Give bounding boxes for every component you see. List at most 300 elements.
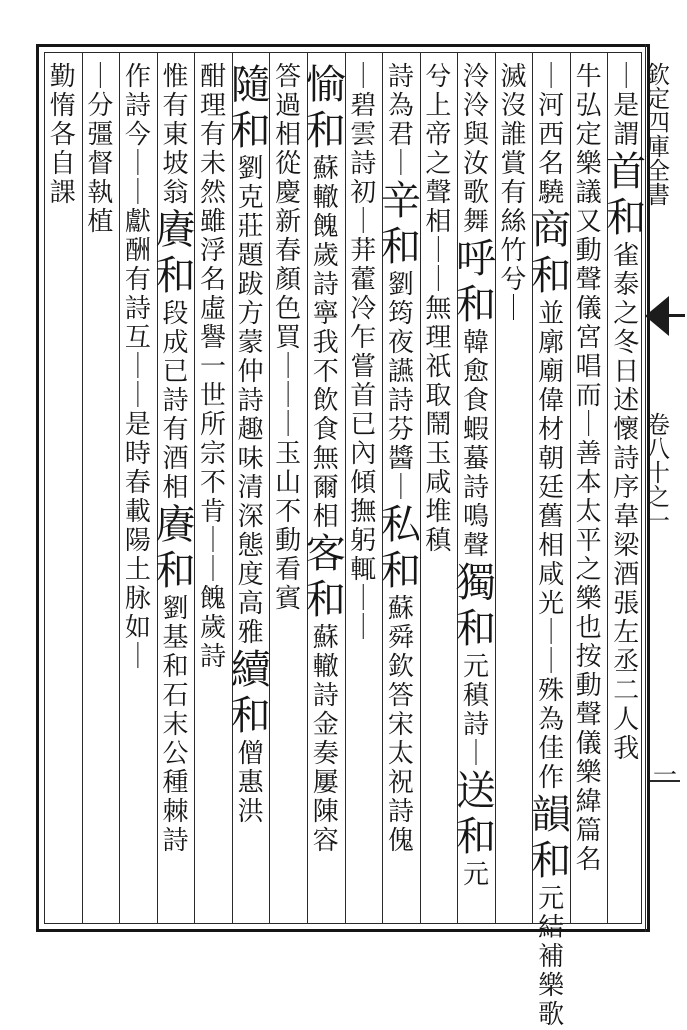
text-char: 督	[87, 148, 114, 179]
text-char: ｜	[200, 554, 227, 585]
text-char: 殊	[538, 675, 565, 706]
text-char: 善	[575, 438, 602, 469]
text-char: 相	[425, 206, 452, 237]
text-char: ｜	[350, 61, 377, 92]
text-char: 本	[575, 467, 602, 498]
text-char: 泠	[462, 90, 489, 121]
text-char: 種	[162, 767, 189, 798]
text-column	[43, 62, 83, 917]
text-char: 蝦	[462, 414, 489, 445]
text-char: 有	[124, 264, 151, 295]
text-char: 弘	[575, 90, 602, 121]
text-char: 清	[237, 472, 264, 503]
text-char: 末	[162, 709, 189, 740]
text-char: 詩	[237, 385, 264, 416]
text-char: 為	[387, 90, 414, 121]
text-char: 無	[425, 293, 452, 324]
text-char: 自	[49, 148, 76, 179]
text-char: 與	[462, 119, 489, 150]
text-char: 陳	[312, 796, 339, 827]
text-char: 土	[124, 554, 151, 585]
text-char: 又	[575, 206, 602, 237]
text-char: 酒	[162, 443, 189, 474]
text-char: 互	[124, 322, 151, 353]
text-char: 詩	[312, 680, 339, 711]
text-char: 載	[124, 496, 151, 527]
text-column	[569, 62, 609, 917]
text-char: 劉	[162, 593, 189, 624]
text-char: 然	[200, 177, 227, 208]
banxin-title-text: 欽定四庫全書	[646, 61, 670, 209]
text-char: 和	[162, 651, 189, 682]
text-char: 泰	[613, 269, 640, 300]
text-char: ｜	[575, 409, 602, 440]
text-char: 芬	[387, 414, 414, 445]
text-column	[193, 62, 233, 917]
text-char: 泠	[462, 61, 489, 92]
text-char: 詩	[387, 61, 414, 92]
heading-char: 和	[455, 814, 496, 860]
text-char: 世	[200, 380, 227, 411]
text-char: 祇	[425, 351, 452, 382]
heading-char: 和	[531, 838, 572, 884]
text-char: 太	[575, 496, 602, 527]
text-char: 張	[613, 588, 640, 619]
text-char: 有	[200, 119, 227, 150]
text-column	[381, 62, 421, 917]
text-char: 動	[575, 670, 602, 701]
heading-char: 和	[230, 108, 271, 154]
text-char: 坡	[162, 148, 189, 179]
text-char: 玉	[275, 438, 302, 469]
text-char: 歌	[538, 999, 565, 1030]
text-char: 陽	[124, 525, 151, 556]
text-char: 稹	[462, 680, 489, 711]
text-char: 基	[162, 622, 189, 653]
text-char: 撫	[350, 496, 377, 527]
text-char: 相	[312, 501, 339, 532]
banxin-page-number: 一	[653, 761, 677, 789]
text-char: ｜	[350, 206, 377, 237]
text-char: 誰	[500, 119, 527, 150]
text-char: 詩	[312, 269, 339, 300]
text-column	[80, 62, 120, 917]
text-char: 趣	[237, 414, 264, 445]
text-char: 梁	[613, 530, 640, 561]
text-char: 名	[575, 844, 602, 875]
text-char: 樂	[575, 148, 602, 179]
text-char: 食	[312, 414, 339, 445]
text-char: 內	[350, 438, 377, 469]
heading-char: 和	[305, 577, 346, 623]
text-char: 答	[275, 61, 302, 92]
text-char: 欽	[387, 651, 414, 682]
text-char: ｜	[124, 148, 151, 179]
heading-char: 賡	[155, 207, 196, 253]
text-char: 所	[200, 409, 227, 440]
text-char: 沒	[500, 90, 527, 121]
text-char: 樂	[538, 970, 565, 1001]
text-char: 方	[237, 298, 264, 329]
text-char: 獻	[124, 206, 151, 237]
text-char: 儀	[575, 728, 602, 759]
text-char: 態	[237, 530, 264, 561]
text-char: 詩	[124, 90, 151, 121]
heading-char: 和	[155, 548, 196, 594]
heading-char: 和	[380, 548, 421, 594]
text-char: 食	[462, 385, 489, 416]
text-char: 夜	[387, 327, 414, 358]
text-char: 課	[49, 177, 76, 208]
text-char: ｜	[613, 61, 640, 92]
text-char: 歲	[200, 612, 227, 643]
text-char: 蘇	[312, 622, 339, 653]
text-char: 樂	[575, 757, 602, 788]
text-char: 不	[200, 467, 227, 498]
text-char: 相	[162, 472, 189, 503]
text-char: 不	[275, 496, 302, 527]
text-char: 雅	[237, 617, 264, 648]
text-char: 詩	[387, 796, 414, 827]
text-column	[606, 62, 646, 917]
text-char: 名	[200, 264, 227, 295]
text-char: 廟	[538, 356, 565, 387]
text-char: 轍	[312, 651, 339, 682]
text-char: 初	[350, 177, 377, 208]
text-char: 蘇	[387, 593, 414, 624]
text-char: 蒙	[237, 327, 264, 358]
text-char: ｜	[350, 612, 377, 643]
heading-char: 和	[230, 693, 271, 739]
text-column	[456, 62, 496, 917]
text-char: 分	[87, 90, 114, 121]
text-char: 時	[124, 438, 151, 469]
text-char: 藿	[350, 264, 377, 295]
heading-char: 辛	[380, 178, 421, 224]
text-char: 而	[575, 380, 602, 411]
text-char: ｜	[462, 738, 489, 769]
text-char: 有	[162, 414, 189, 445]
text-char: 春	[275, 235, 302, 266]
text-char: 述	[613, 385, 640, 416]
text-char: 咸	[538, 559, 565, 590]
text-char: 玉	[425, 438, 452, 469]
text-char: 理	[425, 322, 452, 353]
text-char: 動	[275, 525, 302, 556]
banxin-upper-title	[646, 60, 684, 210]
text-char: 也	[575, 612, 602, 643]
text-char: 咸	[425, 467, 452, 498]
text-char: 朝	[538, 443, 565, 474]
text-char: 段	[162, 298, 189, 329]
text-char: 聲	[462, 530, 489, 561]
text-char: 冬	[613, 327, 640, 358]
text-char: 虛	[200, 293, 227, 324]
heading-char: 和	[455, 606, 496, 652]
text-char: 二	[613, 675, 640, 706]
text-char: 嘗	[350, 351, 377, 382]
text-char: 讌	[387, 356, 414, 387]
text-char: ｜	[500, 293, 527, 324]
text-char: 聲	[575, 699, 602, 730]
text-char: 我	[613, 733, 640, 764]
text-char: 酣	[200, 61, 227, 92]
text-char: 聲	[425, 177, 452, 208]
text-char: 彊	[87, 119, 114, 150]
text-char: 韓	[462, 327, 489, 358]
text-char: 克	[237, 182, 264, 213]
text-char: 歌	[462, 177, 489, 208]
text-char: 輒	[350, 554, 377, 585]
text-char: 韋	[613, 501, 640, 532]
text-char: 筠	[387, 298, 414, 329]
text-char: 色	[275, 293, 302, 324]
text-char: 蟇	[462, 443, 489, 474]
text-char: 有	[500, 177, 527, 208]
text-char: 絲	[500, 206, 527, 237]
text-char: 不	[312, 356, 339, 387]
heading-char: 和	[155, 253, 196, 299]
text-char: 過	[275, 90, 302, 121]
text-char: 西	[538, 119, 565, 150]
text-char: 餽	[312, 211, 339, 242]
text-char: 是	[124, 409, 151, 440]
text-char: 爾	[312, 472, 339, 503]
text-char: ｜	[387, 148, 414, 179]
text-char: 公	[162, 738, 189, 769]
text-char: 取	[425, 380, 452, 411]
text-column	[531, 61, 572, 1030]
text-char: ｜	[87, 61, 114, 92]
heading-char: 和	[305, 108, 346, 154]
text-char: 廷	[538, 472, 565, 503]
text-char: 容	[312, 825, 339, 856]
text-char: 寧	[312, 298, 339, 329]
text-char: 丞	[613, 646, 640, 677]
text-char: 從	[275, 148, 302, 179]
text-char: ｜	[538, 61, 565, 92]
text-char: ｜	[200, 525, 227, 556]
text-char: 作	[538, 762, 565, 793]
text-column	[343, 62, 383, 917]
heading-char: 首	[606, 149, 647, 195]
heading-char: 商	[531, 207, 572, 253]
text-char: 一	[200, 351, 227, 382]
text-column	[306, 62, 346, 917]
banxin-page	[646, 760, 684, 790]
text-char: 宮	[575, 322, 602, 353]
text-char: 鳴	[462, 501, 489, 532]
text-char: 君	[387, 119, 414, 150]
text-char: 植	[87, 206, 114, 237]
heading-char: 賡	[155, 502, 196, 548]
text-char: ｜	[538, 646, 565, 677]
heading-char: 私	[380, 502, 421, 548]
text-char: 各	[49, 119, 76, 150]
heading-char: 韻	[531, 792, 572, 838]
text-char: 宗	[200, 438, 227, 469]
text-char: 詩	[613, 443, 640, 474]
text-char: 為	[538, 704, 565, 735]
text-char: 餽	[200, 583, 227, 614]
text-char: 荓	[350, 235, 377, 266]
text-char: 已	[350, 409, 377, 440]
text-char: 廓	[538, 327, 565, 358]
text-char: 序	[613, 472, 640, 503]
text-char: 聲	[575, 264, 602, 295]
text-column	[418, 62, 458, 917]
text-char: 未	[200, 148, 227, 179]
text-char: 兮	[425, 61, 452, 92]
text-char: 賞	[500, 148, 527, 179]
text-char: 乍	[350, 322, 377, 353]
text-char: 佳	[538, 733, 565, 764]
text-char: ｜	[275, 351, 302, 382]
text-char: 飲	[312, 385, 339, 416]
heading-char: 隨	[230, 62, 271, 108]
text-char: 有	[162, 90, 189, 121]
text-column	[118, 62, 158, 917]
text-char: 之	[425, 148, 452, 179]
text-char: 酬	[124, 235, 151, 266]
text-char: 之	[613, 298, 640, 329]
text-char: 冷	[350, 293, 377, 324]
text-column	[231, 62, 271, 917]
text-char: 按	[575, 641, 602, 672]
text-char: 平	[575, 525, 602, 556]
text-char: 山	[275, 467, 302, 498]
text-char: 看	[275, 554, 302, 585]
text-char: 理	[200, 90, 227, 121]
banxin-volume-text: 卷八十之一	[646, 411, 670, 535]
text-char: 賓	[275, 583, 302, 614]
text-char: 舞	[462, 206, 489, 237]
text-char: 仲	[237, 356, 264, 387]
heading-char: 送	[455, 768, 496, 814]
text-char: 已	[162, 356, 189, 387]
heading-char: 愉	[305, 62, 346, 108]
text-char: 醬	[387, 443, 414, 474]
text-char: 詩	[350, 148, 377, 179]
text-char: 惟	[162, 61, 189, 92]
text-char: ｜	[124, 177, 151, 208]
text-char: 太	[387, 738, 414, 769]
text-char: 東	[162, 119, 189, 150]
text-char: 棘	[162, 796, 189, 827]
heading-char: 和	[455, 282, 496, 328]
heading-char: 客	[305, 531, 346, 577]
text-char: 滅	[500, 61, 527, 92]
text-char: 詩	[462, 709, 489, 740]
text-char: 跋	[237, 269, 264, 300]
text-char: 躬	[350, 525, 377, 556]
text-char: 執	[87, 177, 114, 208]
text-char: 金	[312, 709, 339, 740]
text-char: 轍	[312, 182, 339, 213]
text-char: ｜	[124, 380, 151, 411]
text-char: 謂	[613, 119, 640, 150]
text-char: ｜	[275, 380, 302, 411]
text-char: 劉	[387, 269, 414, 300]
text-char: 詩	[462, 472, 489, 503]
text-char: 懷	[613, 414, 640, 445]
text-char: 是	[613, 90, 640, 121]
text-char: 補	[538, 941, 565, 972]
text-char: 上	[425, 90, 452, 121]
text-char: 答	[387, 680, 414, 711]
text-char: 春	[124, 467, 151, 498]
heading-char: 獨	[455, 560, 496, 606]
text-char: 慶	[275, 177, 302, 208]
text-char: 稹	[425, 525, 452, 556]
text-char: 碧	[350, 90, 377, 121]
text-char: 如	[124, 612, 151, 643]
text-char: 驍	[538, 177, 565, 208]
text-char: 今	[124, 119, 151, 150]
text-char: 元	[538, 883, 565, 914]
heading-char: 和	[380, 224, 421, 270]
text-char: 舜	[387, 622, 414, 653]
text-char: 雲	[350, 119, 377, 150]
text-char: 譽	[200, 322, 227, 353]
text-char: 新	[275, 206, 302, 237]
text-char: 詩	[162, 825, 189, 856]
heading-char: 續	[230, 647, 271, 693]
heading-char: 呼	[455, 236, 496, 282]
text-char: 儀	[575, 293, 602, 324]
text-column	[268, 62, 308, 917]
text-char: 愈	[462, 356, 489, 387]
text-char: 惰	[49, 90, 76, 121]
text-char: 唱	[575, 351, 602, 382]
text-char: 雖	[200, 206, 227, 237]
text-char: 度	[237, 559, 264, 590]
text-char: 莊	[237, 211, 264, 242]
text-char: 結	[538, 912, 565, 943]
text-char: 屢	[312, 767, 339, 798]
text-char: 樂	[575, 583, 602, 614]
text-char: 作	[124, 61, 151, 92]
text-char: 名	[538, 148, 565, 179]
text-char: 牛	[575, 61, 602, 92]
banxin-volume	[646, 410, 684, 536]
text-char: 議	[575, 177, 602, 208]
text-char: ｜	[275, 409, 302, 440]
text-char: 日	[613, 356, 640, 387]
text-char: 兮	[500, 264, 527, 295]
text-char: 歲	[312, 240, 339, 271]
text-char: 人	[613, 704, 640, 735]
text-char: 蘇	[312, 153, 339, 184]
text-char: 祝	[387, 767, 414, 798]
text-char: 高	[237, 588, 264, 619]
text-char: ｜	[124, 351, 151, 382]
text-char: ｜	[538, 617, 565, 648]
text-char: 動	[575, 235, 602, 266]
text-char: 詩	[200, 641, 227, 672]
text-char: 元	[462, 859, 489, 890]
text-char: 我	[312, 327, 339, 358]
text-char: 定	[575, 119, 602, 150]
text-char: 詩	[162, 385, 189, 416]
text-char: 相	[538, 530, 565, 561]
text-char: 買	[275, 322, 302, 353]
text-char: 劉	[237, 153, 264, 184]
text-char: 篇	[575, 815, 602, 846]
text-char: 酒	[613, 559, 640, 590]
text-char: ｜	[425, 235, 452, 266]
text-column	[494, 62, 534, 917]
